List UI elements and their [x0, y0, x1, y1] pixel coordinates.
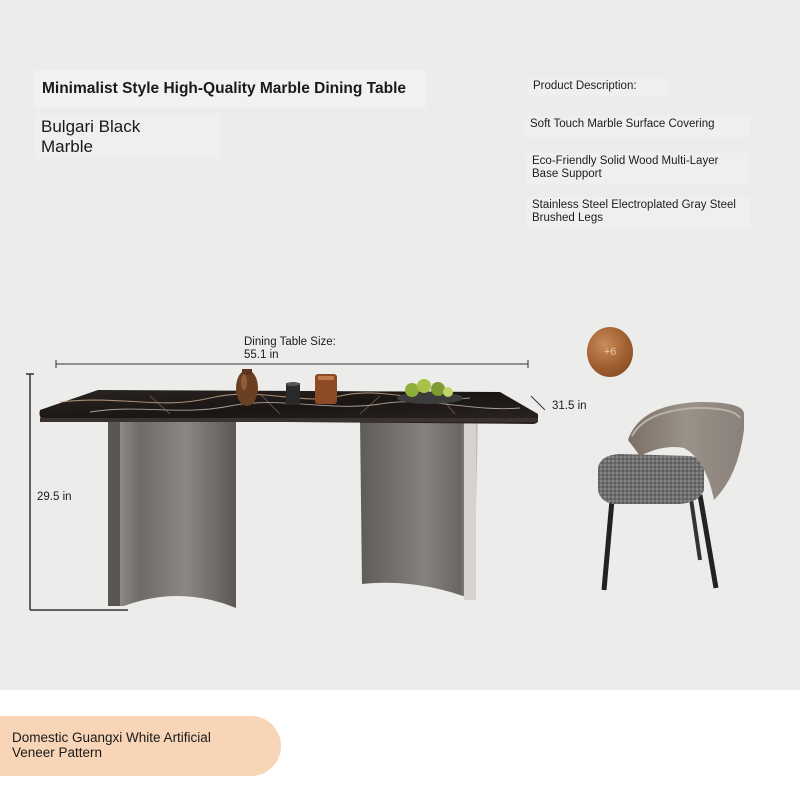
- dining-chair: [598, 402, 744, 590]
- marble-type-line1: Bulgari Black: [41, 117, 141, 136]
- swatch-more-count: +6: [603, 346, 617, 358]
- description-item-surface: Soft Touch Marble Surface Covering: [524, 116, 750, 138]
- depth-dimension-line: [531, 396, 545, 410]
- marble-type-line2: Marble: [41, 137, 93, 156]
- marble-swatch-button[interactable]: [587, 327, 633, 377]
- variant-option-pill[interactable]: [0, 716, 281, 776]
- description-heading: Product Description:: [528, 78, 668, 96]
- table-size-label: [244, 336, 336, 362]
- description-item-legs: Stainless Steel Electroplated Gray Steel Brushed Legs: [526, 197, 750, 229]
- table-size-value: 55.1 in: [244, 349, 279, 361]
- table-depth-label: 31.5 in: [552, 400, 587, 412]
- table-size-title: Dining Table Size:: [244, 336, 336, 348]
- variant-label-line2: Veneer Pattern: [12, 745, 103, 760]
- table-height-label: 29.5 in: [37, 491, 72, 503]
- description-item-base: Eco-Friendly Solid Wood Multi-Layer Base Support: [526, 153, 748, 185]
- variant-label-line1: Domestic Guangxi White Artificial: [12, 730, 211, 745]
- table-base: [108, 418, 478, 608]
- product-title-text: Minimalist Style High-Quality Marble Dining Table: [42, 80, 407, 97]
